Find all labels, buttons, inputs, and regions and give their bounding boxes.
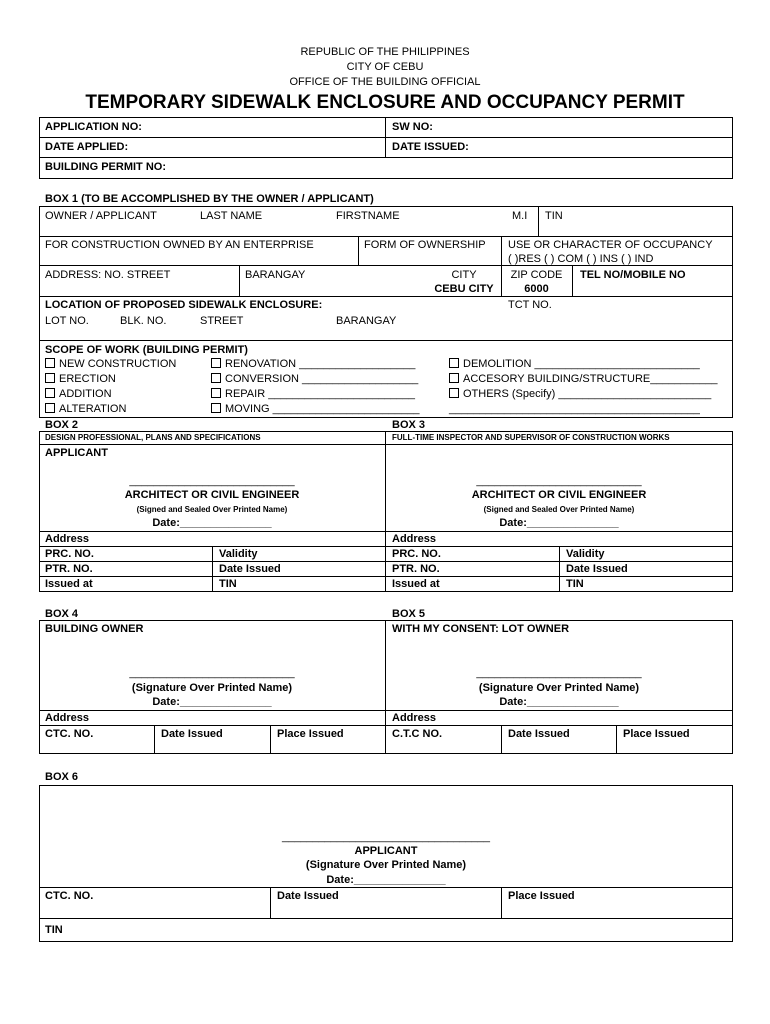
checkbox-icon[interactable] bbox=[449, 358, 459, 368]
header-city: CITY OF CEBU bbox=[346, 61, 424, 73]
box1-table bbox=[39, 206, 733, 418]
box4-date: Date:_______________ bbox=[152, 696, 272, 708]
box3-ptr-no: PTR. NO. bbox=[392, 563, 440, 575]
box2-validity: Validity bbox=[219, 548, 258, 560]
checkbox-icon[interactable] bbox=[45, 388, 55, 398]
application-no-label: APPLICATION NO: bbox=[45, 121, 142, 133]
box2-title: ARCHITECT OR CIVIL ENGINEER bbox=[124, 489, 300, 501]
box6-place-issued: Place Issued bbox=[508, 890, 575, 902]
city-value: CEBU CITY bbox=[434, 283, 494, 295]
scope-demolition[interactable]: DEMOLITION ___________________________ bbox=[449, 358, 700, 370]
scope-others[interactable]: OTHERS (Specify) _________________________ bbox=[449, 388, 711, 400]
street-label: STREET bbox=[200, 315, 244, 327]
checkbox-icon[interactable] bbox=[211, 373, 221, 383]
box1-heading: BOX 1 (TO BE ACCOMPLISHED BY THE OWNER / APPLICANT) bbox=[45, 193, 374, 205]
box2-signature-line: ___________________________ bbox=[129, 475, 295, 487]
checkbox-icon[interactable] bbox=[45, 403, 55, 413]
tin-label: TIN bbox=[545, 210, 563, 222]
lot-no-label: LOT NO. bbox=[45, 315, 89, 327]
box2-address: Address bbox=[45, 533, 90, 545]
box5-ctc-no: C.T.C NO. bbox=[392, 728, 443, 740]
owner-applicant-label: OWNER / APPLICANT bbox=[45, 210, 157, 222]
scope-new-construction[interactable]: NEW CONSTRUCTION bbox=[45, 358, 176, 370]
enterprise-label: FOR CONSTRUCTION OWNED BY AN ENTERPRISE bbox=[45, 239, 314, 251]
checkbox-icon[interactable] bbox=[211, 388, 221, 398]
checkbox-icon[interactable] bbox=[211, 358, 221, 368]
box2-applicant: APPLICANT bbox=[45, 447, 108, 459]
box4-date-issued: Date Issued bbox=[161, 728, 223, 740]
box2-prc-no: PRC. NO. bbox=[45, 548, 94, 560]
city-label: CITY bbox=[451, 269, 477, 281]
scope-repair[interactable]: REPAIR ________________________ bbox=[211, 388, 415, 400]
box2-issued-at: Issued at bbox=[45, 578, 93, 590]
tel-mobile-label: TEL NO/MOBILE NO bbox=[580, 269, 686, 281]
address-street-label: ADDRESS: NO. STREET bbox=[45, 269, 171, 281]
blk-no-label: BLK. NO. bbox=[120, 315, 167, 327]
box4-sig-caption: (Signature Over Printed Name) bbox=[131, 682, 293, 694]
box2-ptr-no: PTR. NO. bbox=[45, 563, 93, 575]
box6-tin: TIN bbox=[45, 924, 63, 936]
box3-label: BOX 3 bbox=[392, 419, 426, 431]
box4-ctc-no: CTC. NO. bbox=[45, 728, 94, 740]
box4-signature-line: ___________________________ bbox=[129, 667, 295, 679]
date-issued-label: DATE ISSUED: bbox=[392, 141, 469, 153]
use-options: ( )RES ( ) COM ( ) INS ( ) IND bbox=[508, 253, 654, 265]
box5-address: Address bbox=[392, 712, 437, 724]
tct-no-label: TCT NO. bbox=[508, 299, 552, 311]
box4-heading: BUILDING OWNER bbox=[45, 623, 144, 635]
box2-signed: (Signed and Sealed Over Printed Name) bbox=[136, 505, 288, 514]
box3-signature-line: ___________________________ bbox=[476, 475, 642, 487]
header-republic: REPUBLIC OF THE PHILIPPINES bbox=[300, 46, 470, 58]
use-character-label: USE OR CHARACTER OF OCCUPANCY bbox=[508, 239, 713, 251]
barangay-label: BARANGAY bbox=[245, 269, 306, 281]
box3-tin: TIN bbox=[566, 578, 584, 590]
checkbox-icon[interactable] bbox=[211, 403, 221, 413]
first-name-label: FIRSTNAME bbox=[336, 210, 400, 222]
scope-addition[interactable]: ADDITION bbox=[45, 388, 112, 400]
date-applied-label: DATE APPLIED: bbox=[45, 141, 129, 153]
box2-subheading: DESIGN PROFESSIONAL, PLANS AND SPECIFICATIONS bbox=[45, 433, 261, 442]
mi-label: M.I bbox=[512, 210, 528, 222]
building-permit-no-label: BUILDING PERMIT NO: bbox=[45, 161, 166, 173]
scope-conversion[interactable]: CONVERSION ___________________ bbox=[211, 373, 418, 385]
box2-date-issued: Date Issued bbox=[219, 563, 281, 575]
box3-validity: Validity bbox=[566, 548, 605, 560]
page-title: TEMPORARY SIDEWALK ENCLOSURE AND OCCUPANCY PERMIT bbox=[85, 92, 685, 113]
scope-heading: SCOPE OF WORK (BUILDING PERMIT) bbox=[45, 344, 248, 356]
box5-sig-caption: (Signature Over Printed Name) bbox=[478, 682, 640, 694]
last-name-label: LAST NAME bbox=[200, 210, 263, 222]
checkbox-icon[interactable] bbox=[449, 373, 459, 383]
box4-address: Address bbox=[45, 712, 90, 724]
box2-date: Date:_______________ bbox=[152, 517, 272, 529]
box3-address: Address bbox=[392, 533, 437, 545]
box3-date-issued: Date Issued bbox=[566, 563, 628, 575]
barangay2-label: BARANGAY bbox=[336, 315, 397, 327]
form-of-ownership-label: FORM OF OWNERSHIP bbox=[364, 239, 486, 251]
box3-date: Date:_______________ bbox=[499, 517, 619, 529]
box3-issued-at: Issued at bbox=[392, 578, 440, 590]
box6-sig-caption: (Signature Over Printed Name) bbox=[305, 859, 467, 871]
box2-tin: TIN bbox=[219, 578, 237, 590]
checkbox-icon[interactable] bbox=[45, 358, 55, 368]
checkbox-icon[interactable] bbox=[449, 388, 459, 398]
scope-moving[interactable]: MOVING ________________________ bbox=[211, 403, 420, 415]
box5-date: Date:_______________ bbox=[499, 696, 619, 708]
box3-title: ARCHITECT OR CIVIL ENGINEER bbox=[471, 489, 647, 501]
scope-erection[interactable]: ERECTION bbox=[45, 373, 116, 385]
checkbox-icon[interactable] bbox=[45, 373, 55, 383]
box3-subheading: FULL-TIME INSPECTOR AND SUPERVISOR OF CONSTRUCTION WORKS bbox=[392, 433, 670, 442]
box3-prc-no: PRC. NO. bbox=[392, 548, 441, 560]
sw-no-label: SW NO: bbox=[392, 121, 433, 133]
box5-label: BOX 5 bbox=[392, 608, 426, 620]
box2-label: BOX 2 bbox=[45, 419, 79, 431]
scope-alteration[interactable]: ALTERATION bbox=[45, 403, 126, 415]
box6-signature-line: __________________________________ bbox=[281, 831, 490, 843]
box4-place-issued: Place Issued bbox=[277, 728, 344, 740]
box6-label: BOX 6 bbox=[45, 771, 79, 783]
scope-renovation[interactable]: RENOVATION ___________________ bbox=[211, 358, 415, 370]
box5-heading: WITH MY CONSENT: LOT OWNER bbox=[392, 623, 570, 635]
box5-signature-line: ___________________________ bbox=[476, 667, 642, 679]
box5-place-issued: Place Issued bbox=[623, 728, 690, 740]
location-label: LOCATION OF PROPOSED SIDEWALK ENCLOSURE: bbox=[45, 299, 323, 311]
zip-code-label: ZIP CODE bbox=[510, 269, 563, 281]
box6-date-issued: Date Issued bbox=[277, 890, 339, 902]
box6-ctc-no: CTC. NO. bbox=[45, 890, 94, 902]
scope-others-line: _________________________________________ bbox=[449, 403, 700, 415]
header-office: OFFICE OF THE BUILDING OFFICIAL bbox=[289, 76, 481, 88]
box6-applicant: APPLICANT bbox=[354, 845, 418, 857]
box6-date: Date:_______________ bbox=[326, 874, 446, 886]
box4-label: BOX 4 bbox=[45, 608, 79, 620]
zip-code-value: 6000 bbox=[524, 283, 549, 295]
box3-signed: (Signed and Sealed Over Printed Name) bbox=[483, 505, 635, 514]
scope-accessory[interactable]: ACCESORY BUILDING/STRUCTURE___________ bbox=[449, 373, 718, 385]
box5-date-issued: Date Issued bbox=[508, 728, 570, 740]
